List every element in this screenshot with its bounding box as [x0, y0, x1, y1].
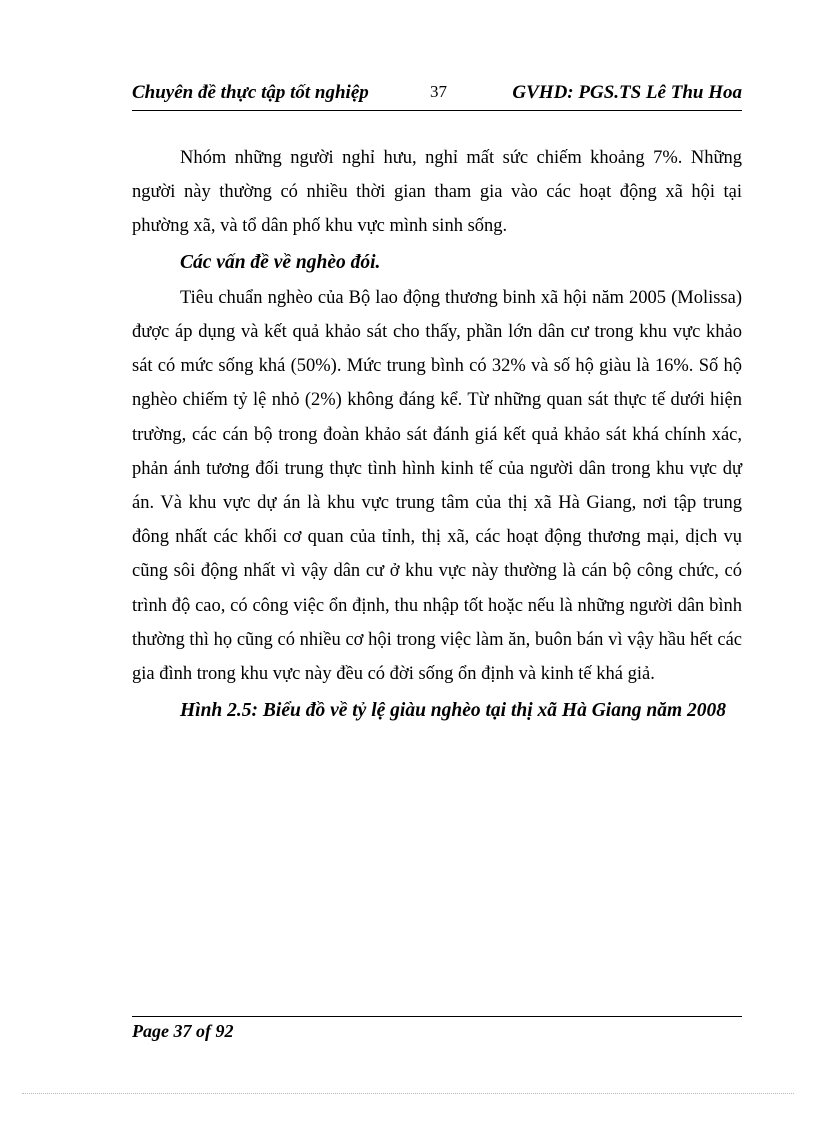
page-footer: Page 37 of 92 — [132, 1021, 234, 1041]
section-heading-poverty: Các vấn đề về nghèo đói. — [180, 251, 381, 273]
header-advisor: GVHD: PGS.TS Lê Thu Hoa — [512, 82, 742, 103]
header-title: Chuyên đề thực tập tốt nghiệp — [132, 82, 369, 103]
header-page-number: 37 — [430, 82, 447, 101]
page-edge-divider — [22, 1093, 794, 1094]
paragraph-retirees: Nhóm những người nghỉ hưu, nghỉ mất sức chiếm khoảng 7%. Những người này thường có nhiều thời gian tham gia vào các hoạt động xã hội tại phường xã, và tổ dân phố khu vực mình sinh sống. — [132, 148, 742, 237]
document-body — [132, 141, 742, 728]
footer-divider — [132, 1016, 742, 1017]
paragraph-poverty-survey: Tiêu chuẩn nghèo của Bộ lao động thương binh xã hội năm 2005 (Molissa) được áp dụng và kết quả khảo sát cho thấy, phần lớn dân cư trong khu vực khảo sát có mức sống khá (50%). Mức trung bình có 32% và số hộ giàu là 16%. Số hộ nghèo chiếm tỷ lệ nhỏ (2%) không đáng kể. Từ những quan sát thực tế dưới hiện trường, các cán bộ trong đoàn khảo sát đánh giá kết quả khảo sát khá chính xác, phản ánh tương đối trung thực tình hình kinh tế của người dân trong khu vực dự án. Và khu vực dự án là khu vực trung tâm của thị xã Hà Giang, nơi tập trung đông nhất các khối cơ quan của tỉnh, thị xã, các hoạt động thương mại, dịch vụ cũng sôi động nhất vì vậy dân cư ở khu vực này thường là cán bộ công chức, có trình độ cao, có công việc ổn định, thu nhập tốt hoặc nếu là những người dân bình thường thì họ cũng có nhiều cơ hội trong việc làm ăn, buôn bán vì vậy hầu hết các gia đình trong khu vực này đều có đời sống ổn định và kinh tế khá giả. — [132, 287, 742, 685]
page-header — [132, 80, 742, 111]
figure-caption: Hình 2.5: Biểu đồ về tỷ lệ giàu nghèo tại thị xã Hà Giang năm 2008 — [180, 700, 727, 722]
